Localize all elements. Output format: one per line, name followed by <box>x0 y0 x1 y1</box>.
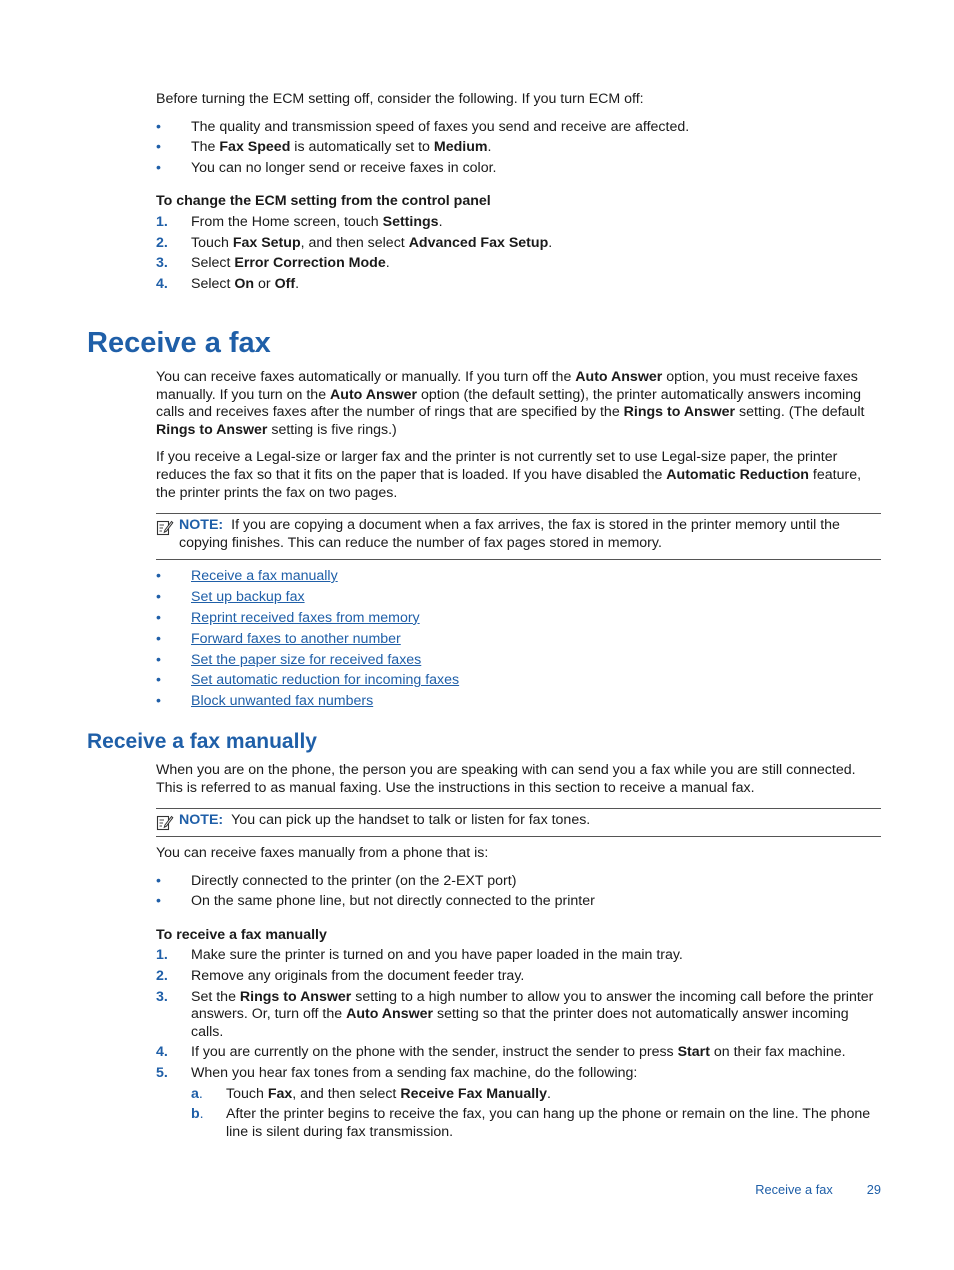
step-item: 2. Remove any originals from the document feeder tray. <box>156 967 525 984</box>
list-item: • Receive a fax manually <box>156 568 338 584</box>
section-heading-receive-fax-manually: Receive a fax manually <box>87 730 317 753</box>
list-item: • Reprint received faxes from memory <box>156 609 420 626</box>
step-item: 2. Touch Fax Setup, and then select Advanced Fax Setup. <box>156 234 553 251</box>
step-item: 3. Select Error Correction Mode. <box>156 255 390 272</box>
substep-item: b. After the printer begins to receive the fax, you can hang up the phone or remain on the line. The phone line is silent during fax transmission. <box>191 1106 871 1140</box>
section-heading-receive-a-fax: Receive a fax <box>87 327 271 359</box>
substep-item: a. Touch Fax, and then select Receive Fax Manually. <box>191 1085 551 1102</box>
receive-section <box>156 369 881 502</box>
step-item: 4. If you are currently on the phone with the sender, instruct the sender to press Start on their fax machine. <box>156 1044 846 1061</box>
list-item: • On the same phone line, but not directly connected to the printer <box>156 893 595 910</box>
list-item: • Forward faxes to another number <box>156 630 401 647</box>
note-box <box>156 513 881 560</box>
manual-paragraph-2: You can receive faxes manually from a phone that is: <box>156 845 489 861</box>
receive-paragraph-2: If you receive a Legal-size or larger fax and the printer is not currently set to use Legal-size paper, the printer reduces the fax so that it fits on the paper that is loaded. If you have disabled the Automatic Reduction feature, the printer prints the fax on two pages. <box>156 449 862 501</box>
page-number: 29 <box>866 1182 881 1197</box>
list-item: • You can no longer send or receive faxes in color. <box>156 159 497 176</box>
note-text: NOTE: If you are copying a document when a fax arrives, the fax is stored in the printer memory until the copying finishes. This can reduce the number of fax pages stored in memory. <box>179 517 840 551</box>
list-item: • The Fax Speed is automatically set to Medium. <box>156 139 492 156</box>
note-box <box>156 808 881 837</box>
step-item: 5. When you hear fax tones from a sending fax machine, do the following: a. Touch Fax, and then select Receive Fax Manually. b. After the printer begins to receive the fax, you can hang up the phone or remain on the line. The phone line is silent during fax transmission. <box>156 1065 881 1141</box>
link-reprint-received-faxes[interactable]: Reprint received faxes from memory <box>191 609 420 626</box>
ecm-intro: Before turning the ECM setting off, consider the following. If you turn ECM off: <box>156 91 644 107</box>
note-icon <box>156 814 174 832</box>
note-text: NOTE: You can pick up the handset to talk or listen for fax tones. <box>179 812 591 828</box>
link-forward-faxes[interactable]: Forward faxes to another number <box>191 630 401 647</box>
procedure-title: To receive a fax manually <box>156 926 327 943</box>
step-item: 3. Set the Rings to Answer setting to a high number to allow you to answer the incoming call before the printer answers. Or, turn off the Auto Answer setting so that the printer does not automatically answer incoming calls. <box>156 988 874 1040</box>
footer-section-title: Receive a fax <box>755 1182 833 1197</box>
manual-paragraph-1: When you are on the phone, the person you are speaking with can send you a fax while you are still connected. This is referred to as manual faxing. Use the instructions in this section to receive a manual fax. <box>156 762 856 796</box>
step-item: 1. From the Home screen, touch Settings. <box>156 213 443 230</box>
list-item: • Set automatic reduction for incoming faxes <box>156 672 460 689</box>
manual-steps <box>156 947 881 1141</box>
note-icon <box>156 519 174 537</box>
manual-intro <box>156 762 881 797</box>
substep-list <box>191 1086 881 1142</box>
step-item: 1. Make sure the printer is turned on and you have paper loaded in the main tray. <box>156 947 683 964</box>
ecm-steps <box>156 214 881 293</box>
manual-section <box>156 845 881 1141</box>
step-item: 4. Select On or Off. <box>156 275 300 292</box>
list-item: • Set the paper size for received faxes <box>156 651 422 668</box>
list-item: • The quality and transmission speed of faxes you send and receive are affected. <box>156 118 690 135</box>
list-item: • Block unwanted fax numbers <box>156 693 374 710</box>
manual-bullet-list <box>156 873 881 911</box>
related-links <box>156 568 881 711</box>
link-block-unwanted-numbers[interactable]: Block unwanted fax numbers <box>191 693 374 710</box>
link-paper-size[interactable]: Set the paper size for received faxes <box>191 651 422 668</box>
link-set-up-backup-fax[interactable]: Set up backup fax <box>191 588 305 605</box>
ecm-section <box>156 91 881 293</box>
link-receive-fax-manually[interactable]: Receive a fax manually <box>191 568 338 584</box>
procedure-title: To change the ECM setting from the control panel <box>156 193 491 210</box>
links-list <box>156 568 881 711</box>
ecm-bullet-list <box>156 119 881 178</box>
receive-paragraph-1: You can receive faxes automatically or manually. If you turn off the Auto Answer option, you must receive faxes manually. If you turn on the Auto Answer option (the default setting), the printer automatically answers incoming calls and receives faxes after the number of rings that are specified by the Rings to Answer setting. (The default Rings to Answer setting is five rings.) <box>156 369 865 438</box>
page-footer <box>755 1181 881 1199</box>
list-item: • Directly connected to the printer (on the 2-EXT port) <box>156 872 517 889</box>
link-automatic-reduction[interactable]: Set automatic reduction for incoming faxes <box>191 672 460 689</box>
list-item: • Set up backup fax <box>156 588 305 605</box>
